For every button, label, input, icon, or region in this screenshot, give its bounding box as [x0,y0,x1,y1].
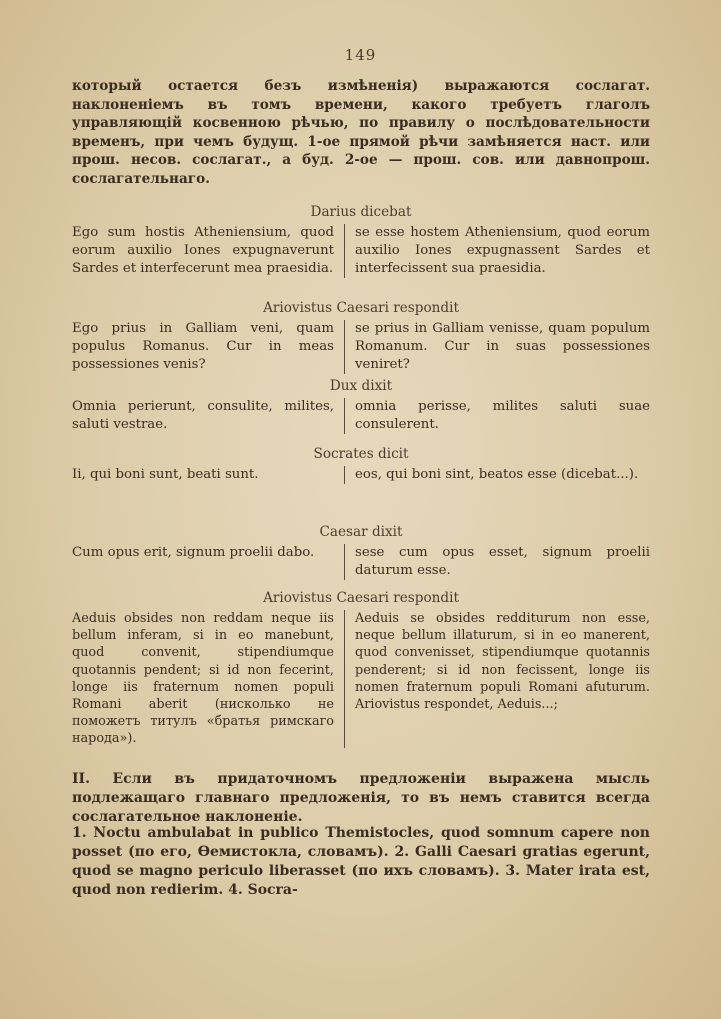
indirect-speech: sese cum opus esset, signum proelii daturum esse. [344,544,650,580]
intro-paragraph: который остается безъ измѣненія) выражаются сослагат. наклоненіемъ въ томъ времени, какого требуетъ глаголъ управляющій косвенною рѣчью, по правилу о послѣдовательности временъ, при чемъ будущ. 1-ое прямой рѣчи замѣняется наст. или прош. несов. сослагат., а буд. 2-ое — прош. сов. или давнопрош. сослагательнаго. [72,78,650,187]
indirect-speech: se esse hostem Atheniensium, quod eorum auxilio Iones expugnassent Sardes et interfecissent sua praesidia. [344,224,650,278]
example-pair [72,466,650,484]
direct-speech: Ii, qui boni sunt, beati sunt. [72,467,259,482]
rule-paragraph: II. Если въ придаточномъ предложеніи выражена мысль подлежащаго главнаго предложенія, то въ немъ ставится всегда сослагательное наклоненіе. [72,771,650,825]
indirect-speech: se prius in Galliam venisse, quam populum Romanum. Cur in suas possessiones veniret? [344,320,650,374]
section-heading: Caesar dixit [319,524,403,540]
section-heading: Ariovistus Caesari respondit [263,300,459,316]
section-heading: Dux dixit [329,378,393,394]
direct-speech: Ego sum hostis Atheniensium, quod eorum auxilio Iones expugnaverunt Sardes et interfecerunt mea praesidia. [72,225,334,276]
indirect-speech: eos, qui boni sint, beatos esse (dicebat...). [344,466,650,484]
direct-speech: Cum opus erit, signum proelii dabo. [72,545,315,560]
indirect-speech: Aeduis se obsides redditurum non esse, neque bellum illaturum, si in eo manerent, quod convenisset, stipendiumque quotannis penderent; si id non fecissent, longe iis nomen fraternum populi Romani afuturum. Ariovistus respondet, Aeduis...; [344,610,650,748]
section-heading: Ariovistus Caesari respondit [263,590,459,606]
page-number: 149 [344,46,377,64]
examples-paragraph: 1. Noctu ambulabat in publico Themistocles, quod somnum capere non posset (по его, Ѳемистокла, словамъ). 2. Galli Caesari gratias egerunt, quod se magno periculo liberasset (по ихъ словамъ). 3. Mater irata est, quod non redierim. 4. Socra- [72,825,650,898]
section-heading: Darius dicebat [310,204,412,220]
indirect-speech: omnia perisse, milites saluti suae consulerent. [344,398,650,434]
example-pair [72,544,650,580]
example-pair [72,398,650,434]
section-heading: Socrates dicit [313,446,409,462]
direct-speech: Aeduis obsides non reddam neque iis bellum inferam, si in eo manebunt, quod convenit, stipendiumque quotannis pendent; si id non fecerint, longe iis fraternum nomen populi Romani aberit (нисколько не поможетъ титулъ «братья римскаго народа»). [72,611,334,747]
direct-speech: Omnia perierunt, consulite, milites, saluti vestrae. [72,399,334,432]
example-pair [72,320,650,374]
direct-speech: Ego prius in Galliam veni, quam populus Romanus. Cur in meas possessiones venis? [72,321,334,372]
example-pair [72,224,650,278]
example-pair [72,610,650,748]
